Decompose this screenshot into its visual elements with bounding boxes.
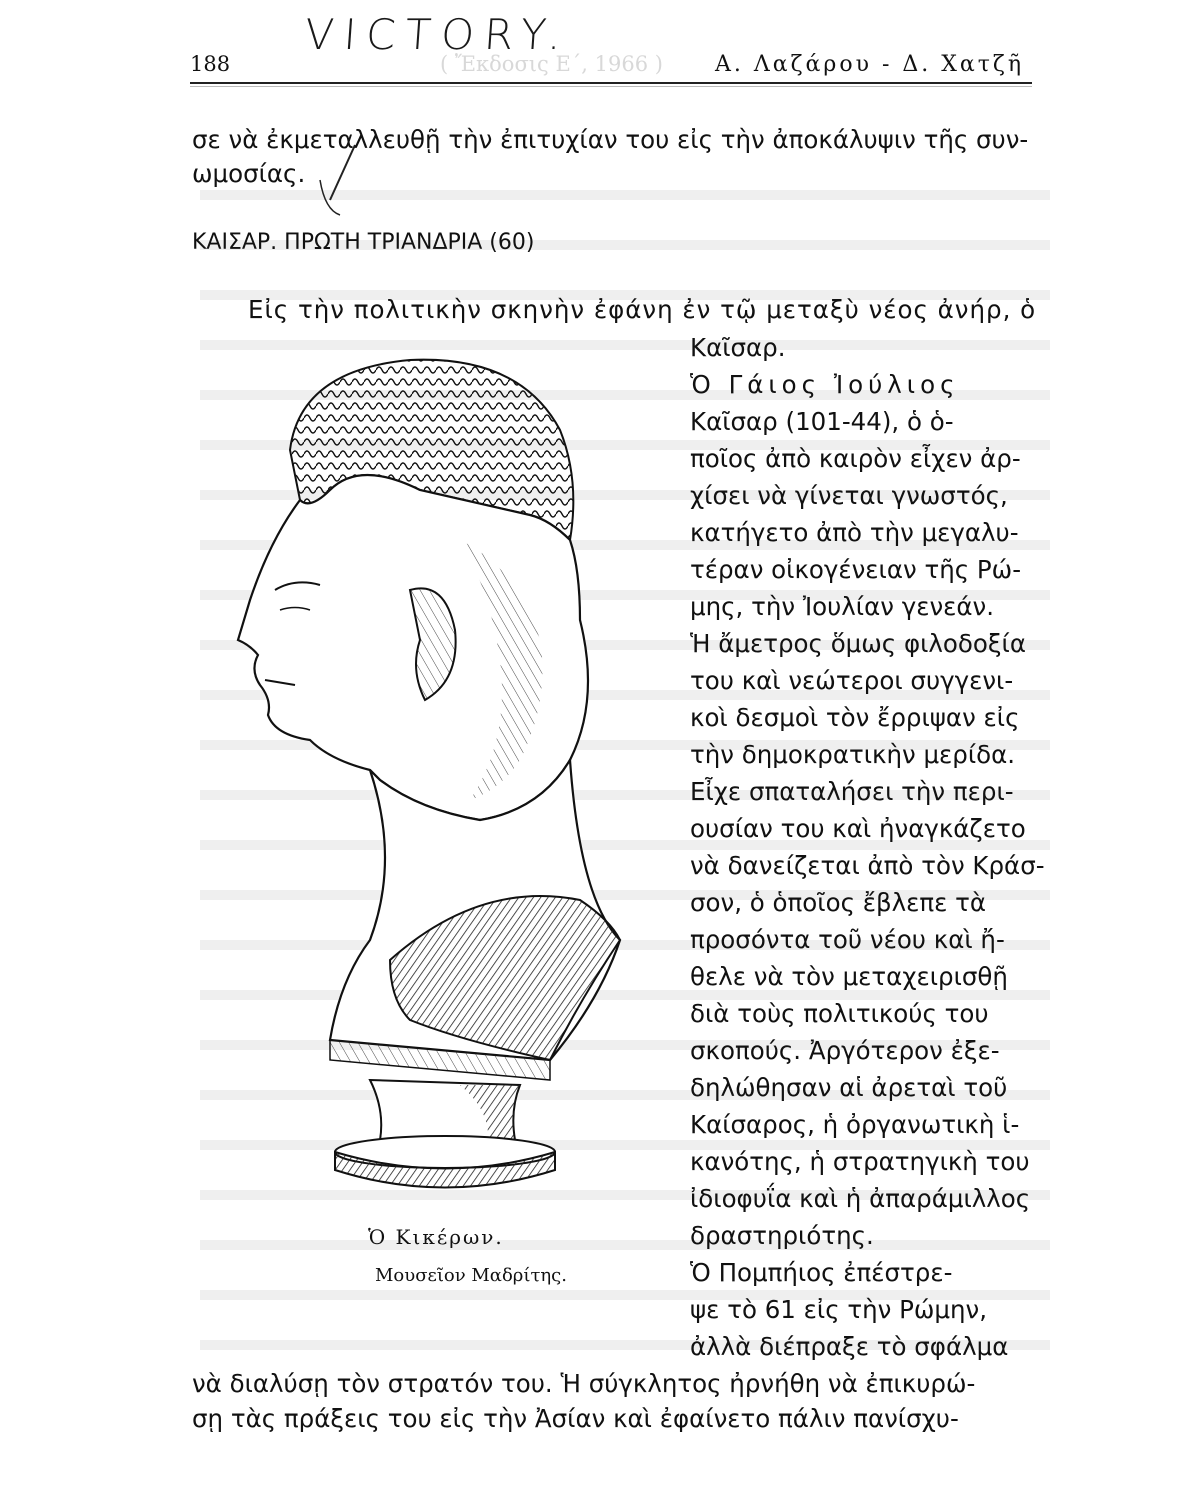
column-line: ποῖος ἀπὸ καιρὸν εἶχεν ἀρ- (690, 444, 1021, 473)
column-line: τὴν δημοκρατικὴν μερίδα. (690, 740, 1016, 769)
column-line: σκοπούς. Ἀργότερον ἐξε- (690, 1036, 1000, 1065)
column-line: ψε τὸ 61 εἰς τὴν Ρώμην, (690, 1295, 988, 1324)
column-line: θελε νὰ τὸν μεταχειρισθῇ (690, 962, 1008, 991)
column-line: Ἡ ἄμετρος ὅμως φιλοδοξία (690, 629, 1026, 658)
section-heading: ΚΑΙΣΑΡ. ΠΡΩΤΗ ΤΡΙΑΝΔΡΙΑ (60) (192, 230, 535, 255)
page-number: 188 (190, 52, 231, 76)
text-line: ωμοσίας. (192, 159, 306, 188)
header-rule (190, 82, 1032, 84)
column-line: Καῖσαρ. (690, 333, 786, 362)
faint-header-text: ( Ἔκδοσις Ε΄, 1966 ) (440, 52, 663, 76)
column-line: ἰδιοφυΐα καὶ ἡ ἀπαράμιλλος (690, 1184, 1031, 1213)
column-line: δραστηριότης. (690, 1221, 874, 1250)
column-line: Ὁ Πομπήιος ἐπέστρε- (690, 1258, 953, 1287)
lead-line: Εἰς τὴν πολιτικὴν σκηνὴν ἐφάνη ἐν τῷ μεταξὺ νέος ἀνήρ, ὁ (248, 295, 1037, 324)
column-line: δηλώθησαν αἱ ἀρεταὶ τοῦ (690, 1073, 1008, 1102)
column-line: σον, ὁ ὁποῖος ἔβλεπε τὰ (690, 888, 987, 917)
running-head: Α. Λαζάρου - Δ. Χατζῆ (715, 52, 1025, 77)
column-line: προσόντα τοῦ νέου καὶ ἤ- (690, 925, 1005, 954)
handwritten-note: VICTORY. (303, 10, 573, 59)
column-line: μης, τὴν Ἰουλίαν γενεάν. (690, 592, 995, 621)
cicero-bust-illustration (220, 340, 680, 1220)
column-line: του καὶ νεώτεροι συγγενι- (690, 666, 1014, 695)
figure-caption-title: Ὁ Κικέρων. (368, 1225, 504, 1249)
column-line: ἀλλὰ διέπραξε τὸ σφάλμα (690, 1332, 1009, 1361)
column-line: τέραν οἰκογένειαν τῆς Ρώ- (690, 555, 1022, 584)
header-rule-thin (190, 86, 1032, 87)
column-line: κανότης, ἡ στρατηγικὴ του (690, 1147, 1030, 1176)
figure-caption-source: Μουσεῖον Μαδρίτης. (375, 1265, 567, 1286)
column-line: κατήγετο ἀπὸ τὴν μεγαλυ- (690, 518, 1019, 547)
column-line: κοὶ δεσμοὶ τὸν ἔρριψαν εἰς (690, 703, 1020, 732)
column-line: ουσίαν του καὶ ἠναγκάζετο (690, 814, 1026, 843)
column-line: διὰ τοὺς πολιτικούς του (690, 999, 989, 1028)
column-line: Ὁ Γάιος Ἰούλιος (690, 370, 960, 399)
column-line: χίσει νὰ γίνεται γνωστός, (690, 481, 1008, 510)
text-line: σῃ τὰς πράξεις του εἰς τὴν Ἀσίαν καὶ ἐφαίνετο πάλιν πανίσχυ- (192, 1404, 959, 1433)
column-line: Εἶχε σπαταλήσει τὴν περι- (690, 777, 1014, 806)
text-line: σε νὰ ἐκμεταλλευθῇ τὴν ἐπιτυχίαν του εἰς τὴν ἀποκάλυψιν τῆς συν- (192, 125, 1029, 154)
column-line: Καίσαρος, ἡ ὀργανωτικὴ ἱ- (690, 1110, 1020, 1139)
text-line: νὰ διαλύσῃ τὸν στρατόν του. Ἡ σύγκλητος ἠρνήθη νὰ ἐπικυρώ- (192, 1369, 976, 1398)
column-line: νὰ δανείζεται ἀπὸ τὸν Κράσ- (690, 851, 1045, 880)
column-line: Καῖσαρ (101-44), ὁ ὁ- (690, 407, 954, 436)
